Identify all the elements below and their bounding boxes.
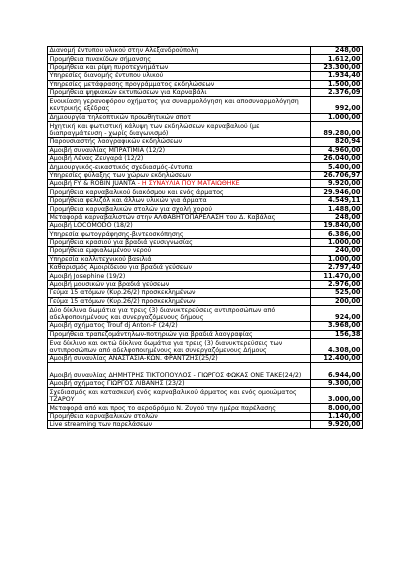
expense-description-text: Ενοικίαση γερανοφόρου οχήματος για συναρμολόγηση και αποσυναρμολόγηση κεντρικής εξέδρας (49, 98, 299, 113)
expense-description-text: Προμήθεια φελιζόλ και άλλων υλικών για άρματα (49, 197, 207, 205)
table-row (48, 213, 363, 221)
expense-description-text: Δημιουργία τηλεοπτικών προωθητικών σποτ (49, 113, 192, 121)
expense-description-text: Αμοιβή FY & ROBIN JUANTA (49, 180, 136, 188)
table-row (48, 146, 363, 154)
expense-description (48, 297, 311, 305)
expense-description (48, 355, 311, 363)
expense-description-text: Αμοιβή συναυλίας ΜΠΡΑΤΙΜΙΑ (12/2) (49, 146, 166, 154)
expense-description (48, 63, 311, 71)
expense-description-text: Παρουσιαστής λαογραφικών εκδηλώσεων (49, 138, 183, 146)
expense-amount: 820,94 (311, 138, 363, 146)
expense-description (48, 180, 311, 188)
expense-description (48, 247, 311, 255)
expense-description (48, 163, 311, 171)
table-row (48, 171, 363, 179)
expense-amount: 12.400,00 (311, 355, 363, 363)
expense-amount: 248,00 (311, 47, 363, 55)
expense-amount: 89.280,00 (311, 121, 363, 137)
expense-amount: 1.000,00 (311, 238, 363, 246)
expense-amount: 240,00 (311, 247, 363, 255)
expense-amount: 525,00 (311, 289, 363, 297)
expense-amount: 26.040,00 (311, 154, 363, 162)
expense-amount: 4.308,00 (311, 338, 363, 354)
table-row (48, 55, 363, 63)
table-row (48, 238, 363, 246)
expense-description-text: Γεύμα 15 ατόμων (Κυρ.26/2) προσκεκλημένων (49, 297, 196, 305)
expense-description (48, 255, 311, 263)
expense-amount: 2.976,00 (311, 280, 363, 288)
expense-description (48, 121, 311, 137)
expense-amount: 156,38 (311, 330, 363, 338)
expense-description (48, 388, 311, 404)
expense-description (48, 263, 311, 271)
table-row (48, 255, 363, 263)
expense-description (48, 196, 311, 204)
expense-description-text: Αμοιβή σχήματος ΓΙΩΡΓΟΣ ΛΙΒΑΝΗΣ (23/2) (49, 379, 185, 387)
table-row (48, 180, 363, 188)
expense-amount: 1.612,00 (311, 55, 363, 63)
table-row (48, 247, 363, 255)
expense-description (48, 80, 311, 88)
expense-description (48, 272, 311, 280)
expense-description-text: Αμοιβή συναυλίας ΔΗΜΗΤΡΗΣ ΤΙΚΤΟΠΟΥΛΟΣ - ΓΙΩΡΓΟΣ ΦΩΚΑΣ ΟΝΕ ΤΑΚΕ(24/2) (49, 371, 302, 379)
expense-amount: 6.944,00 (311, 363, 363, 379)
table-row (48, 72, 363, 80)
expense-amount: 23.300,00 (311, 63, 363, 71)
table-row (48, 196, 363, 204)
expense-description-text: Προμήθεια κρασιού για βραδιά γευσιγνωσίας (49, 239, 193, 247)
expense-description-text: Αμοιβή μουσικών για βραδιά γεύσεων (49, 281, 170, 289)
expense-description (48, 88, 311, 96)
table-row (48, 230, 363, 238)
table-row (48, 289, 363, 297)
expense-amount: 3.968,00 (311, 322, 363, 330)
expense-amount: 19.840,00 (311, 222, 363, 230)
expense-description-text: Διανομή έντυπου υλικού στην Αλεξανδρούπολη (49, 47, 199, 55)
expense-amount: 992,00 (311, 97, 363, 113)
table-row (48, 63, 363, 71)
table-row (48, 421, 363, 429)
expense-description-text: Προμήθεια καρναβαλικού διακόσμου και ενός άρματος (49, 188, 224, 196)
expense-description (48, 205, 311, 213)
expense-amount: 6.386,00 (311, 230, 363, 238)
expense-description-text: Υπηρεσία καλλιτεχνικού βαsιλιά (49, 255, 152, 263)
expense-description-text: Μεταφορά καρναβαλιστών στην ΑΛΦΑΒΗΤΟΠΑΡΕΛΑΣΗ του Δ. Καβάλας (49, 213, 276, 221)
expense-amount: 9.920,00 (311, 180, 363, 188)
expense-description (48, 289, 311, 297)
expense-description (48, 222, 311, 230)
expense-amount: 11.470,00 (311, 272, 363, 280)
table-row (48, 297, 363, 305)
expense-amount: 1.488,00 (311, 205, 363, 213)
table-row (48, 154, 363, 162)
expense-amount: 5.400,00 (311, 163, 363, 171)
expense-amount: 200,00 (311, 297, 363, 305)
expense-description (48, 379, 311, 387)
table-row (48, 188, 363, 196)
expense-description-text: Προμήθεια ψηφιακών εκτυπώσεων για Καρναβάλι (49, 89, 207, 97)
expense-description-text: Προμήθεια καρναβαλικών στολών (49, 412, 158, 420)
expense-description (48, 330, 311, 338)
expense-description-text: Προμήθεια καρναβαλικών στολών για σχολή χορού (49, 205, 213, 213)
expense-description-text: Αμοιβή Λένας Ζευγαρά (12/2) (49, 155, 144, 163)
expense-description-text: Μεταφορά από και προς το αεροδρόμιο Ν. Ζυγού την ημέρα παρέλασης (49, 404, 276, 412)
expense-amount: 4.960,00 (311, 146, 363, 154)
expense-amount: 2.376,09 (311, 88, 363, 96)
expense-description-text: Live streaming των παρελάσεων (49, 421, 153, 429)
table-row (48, 121, 363, 137)
cancelled-concert-note: - Η ΣΥΝΑΥΛΙΑ ΠΟΥ ΜΑΤΑΙΩΘΗΚΕ (137, 180, 240, 188)
expense-description (48, 280, 311, 288)
expense-description (48, 238, 311, 246)
expense-amount: 1.934,40 (311, 72, 363, 80)
expense-description-text: Καθαρισμός Αμοιρίδειου για βραδιά γεύσεων (49, 264, 193, 272)
table-row (48, 338, 363, 354)
table-row (48, 379, 363, 387)
expense-description (48, 363, 311, 379)
table-row (48, 138, 363, 146)
expense-description (48, 338, 311, 354)
expense-amount: 1.500,00 (311, 80, 363, 88)
expenses-table-body (48, 47, 363, 429)
expense-description (48, 146, 311, 154)
table-row (48, 97, 363, 113)
expense-description (48, 113, 311, 121)
table-row (48, 205, 363, 213)
expense-description (48, 213, 311, 221)
expense-description-text: Αμοιβή Josephine (19/2) (49, 272, 126, 280)
table-row (48, 80, 363, 88)
expense-description-text: Ηχητική και φωτιστική κάλυψη των εκδηλώσεων καρναβαλιού (με διαπραγμάτευση - χωρίς διαγωνισμό) (49, 122, 260, 138)
expense-description (48, 188, 311, 196)
expenses-table (47, 46, 363, 429)
table-row (48, 330, 363, 338)
expense-amount: 1.000,00 (311, 255, 363, 263)
expense-description (48, 322, 311, 330)
expense-description-text: Αμοιβή σχήματος Trouf dj Anton-F (24/2) (49, 322, 178, 330)
expense-description (48, 421, 311, 429)
expense-description (48, 171, 311, 179)
expense-description-text: Αμοιβή συναυλίας ΑΝΑΣΤΑΣΙΑ-ΚΩΝ. ΦΡΑΝΤΖΗΣ(25/2) (49, 355, 218, 363)
table-row (48, 412, 363, 420)
table-row (48, 222, 363, 230)
expense-amount: 924,00 (311, 305, 363, 321)
expense-amount: 1.000,00 (311, 113, 363, 121)
expense-amount: 9.300,00 (311, 379, 363, 387)
expense-description (48, 47, 311, 55)
expense-description-text: Σχεδιασμός και κατασκευή ενός καρναβαλικού άρματος και ενός ομοιώματος ΤΖΑΡΟΥ (49, 389, 297, 404)
table-row (48, 363, 363, 379)
table-row (48, 263, 363, 271)
expense-description (48, 154, 311, 162)
expense-amount: 9.920,00 (311, 421, 363, 429)
expense-description-text: Προμήθεια εμφιαλωμένου νερού (49, 247, 152, 255)
expense-description (48, 138, 311, 146)
expense-description-text: Αμοιβή LOCOMODO (18/2) (49, 222, 133, 230)
expense-description (48, 412, 311, 420)
table-row (48, 113, 363, 121)
expense-description (48, 305, 311, 321)
expense-amount: 2.797,40 (311, 263, 363, 271)
expense-description-text: Υπηρεσία φωτογράφησης-βιντεοσκόπησης (49, 230, 184, 238)
expense-amount: 4.549,11 (311, 196, 363, 204)
expense-amount: 3.000,00 (311, 388, 363, 404)
expense-description-text: Ενα δίκλινο και οκτώ δίκλινα δωμάτια για τρεις (3) διανυκτερεύσεις των αντιπροσώπων από αδελφοποιημένους και συνεργαζόμενους Δήμους (49, 339, 283, 354)
table-row (48, 272, 363, 280)
expense-description (48, 72, 311, 80)
expense-description-text: Γεύμα 15 ατόμων (Κυρ.26/2) προσκεκλημένων (49, 289, 196, 297)
table-row (48, 47, 363, 55)
expense-description (48, 97, 311, 113)
expense-amount: 26.706,97 (311, 171, 363, 179)
expense-description-text: Δύο δίκλινα δωμάτια για τρεις (3) διανυκτερεύσεις αντιπροσώπων από αδελφοποιημένους και συνεργαζόμενους δήμους (49, 306, 276, 322)
expenses-page (47, 46, 362, 429)
expense-description-text: Προμήθεια τραπεζομάντηλων-ποτηριών για βραδιά λαογραφίας (49, 330, 253, 338)
table-row (48, 305, 363, 321)
expense-description-text: Δημιουργικός-εικαστικός σχεδιασμός-έντυπα (49, 163, 193, 171)
expense-description-text: Προμήθεια πινακίδων σήμανσης (49, 55, 152, 63)
table-row (48, 322, 363, 330)
expense-amount: 8.000,00 (311, 404, 363, 412)
expense-amount: 29.946,00 (311, 188, 363, 196)
table-row (48, 404, 363, 412)
expense-description (48, 404, 311, 412)
expense-description-text: Υπηρεσίες διανομής έντυπου υλικού (49, 72, 164, 80)
expense-amount: 1.140,00 (311, 412, 363, 420)
table-row (48, 388, 363, 404)
expense-description-text: Υπηρεσίες μετάφρασης προγράμματος εκδηλώσεων (49, 80, 215, 88)
expense-description (48, 230, 311, 238)
expense-description-text: Προμήθεια και ρίψη πυροτεχνημάτων (49, 64, 169, 72)
table-row (48, 163, 363, 171)
expense-description-text: Υπηρεσίες φύλαξης των χώρων εκδηλώσεων (49, 171, 192, 179)
expense-description (48, 55, 311, 63)
expense-amount: 248,00 (311, 213, 363, 221)
table-row (48, 280, 363, 288)
table-row (48, 355, 363, 363)
table-row (48, 88, 363, 96)
